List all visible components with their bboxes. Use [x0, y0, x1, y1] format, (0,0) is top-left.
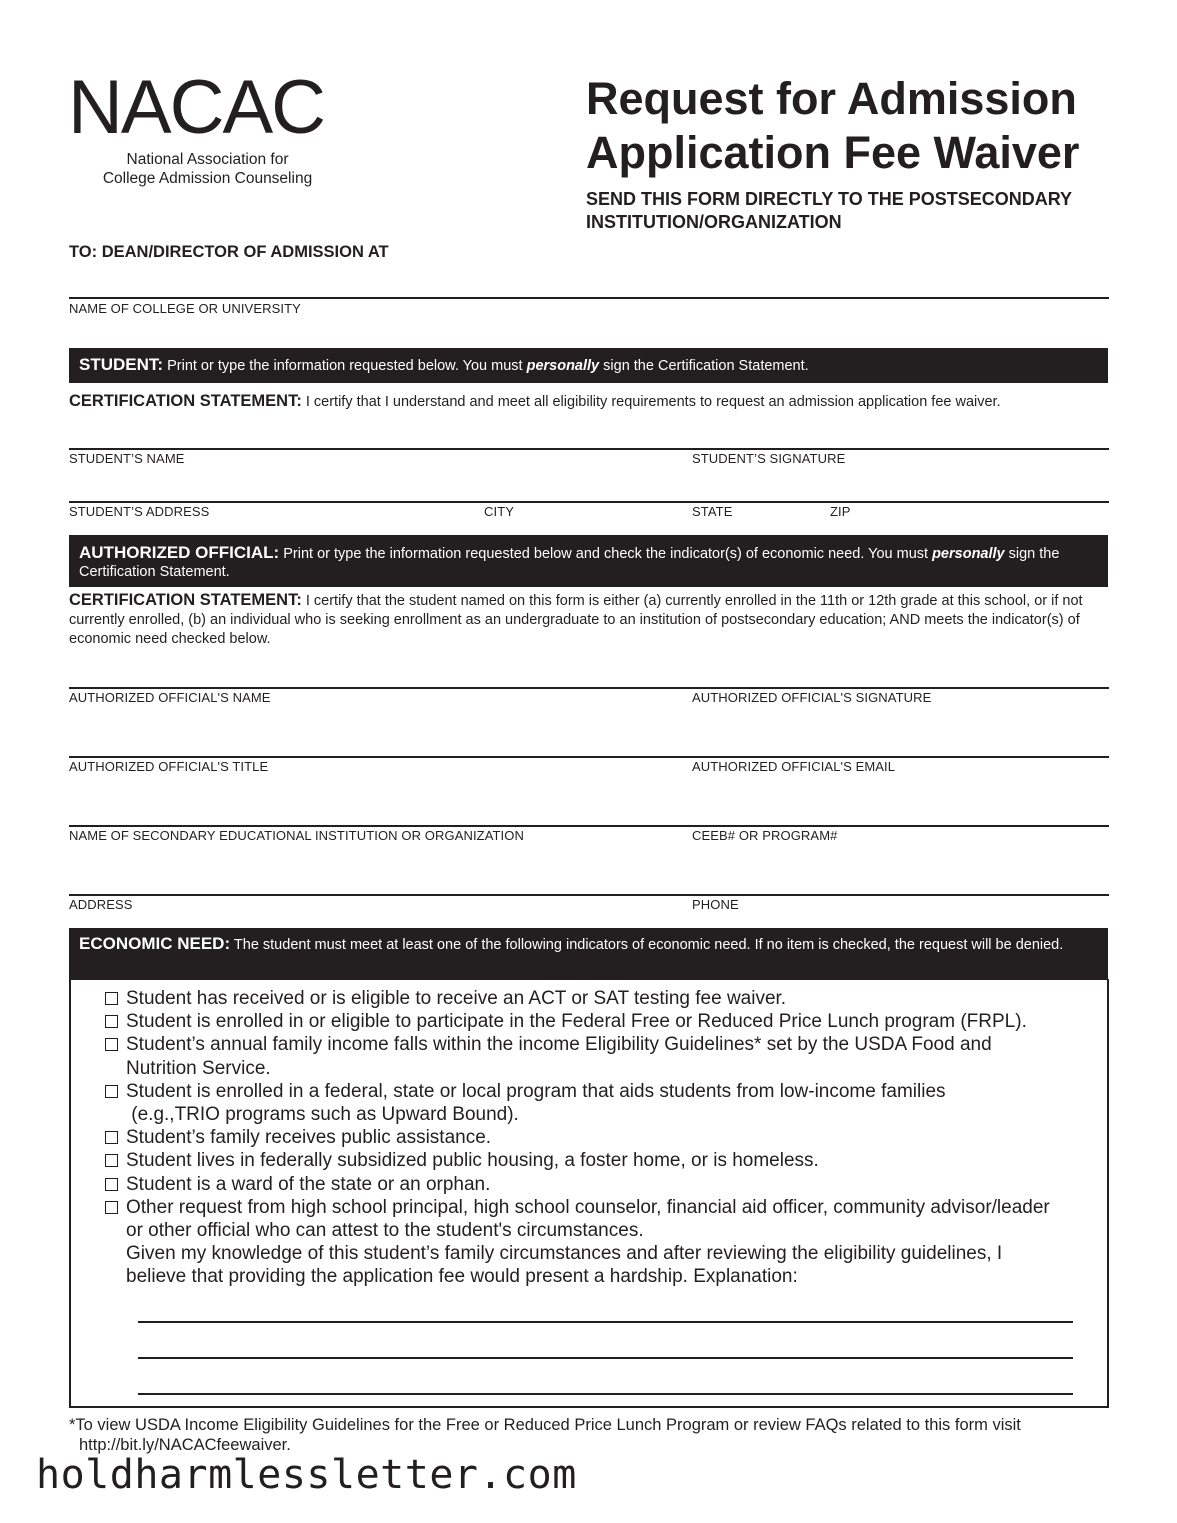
need-item-line: Nutrition Service. [126, 1057, 271, 1079]
official-name-line[interactable] [69, 687, 1109, 689]
footnote-url[interactable]: http://bit.ly/NACACfeewaiver. [79, 1436, 291, 1454]
official-signature-label: AUTHORIZED OFFICIAL'S SIGNATURE [692, 690, 932, 705]
official-address-label: ADDRESS [69, 897, 133, 912]
need-item-housing [104, 1149, 1094, 1172]
need-item-line: Other request from high school principal, high school counselor, financial aid officer, community advisor/leader [126, 1196, 1050, 1218]
form-title-line1: Request for Admission [586, 73, 1077, 124]
need-item-line: (e.g.,TRIO programs such as Upward Bound). [126, 1104, 519, 1126]
institution-label: NAME OF SECONDARY EDUCATIONAL INSTITUTION OR ORGANIZATION [69, 828, 524, 843]
economic-need-text: The student must meet at least one of the following indicators of economic need. If no item is checked, the request will be denied. [230, 937, 1064, 953]
student-cert-text: I certify that I understand and meet all eligibility requirements to request an admission application fee waiver. [301, 394, 1001, 410]
official-bar-emphasis: personally [932, 546, 1005, 562]
form-title-line2: Application Fee Waiver [586, 127, 1080, 178]
organization-name-line1: National Association for [126, 151, 289, 168]
economic-need-heading: ECONOMIC NEED: [79, 934, 231, 953]
organization-name [70, 150, 345, 188]
footnote-line1: *To view USDA Income Eligibility Guidelines for the Free or Reduced Price Lunch Program or review FAQs related to this form visit [69, 1416, 1021, 1434]
need-item-line: or other official who can attest to the student's circumstances. [126, 1220, 644, 1242]
student-state-label: STATE [692, 504, 733, 519]
need-item-text: Student is a ward of the state or an orphan. [126, 1173, 491, 1195]
student-bar-emphasis: personally [526, 358, 600, 374]
student-name-signature-line[interactable] [69, 448, 1109, 450]
explanation-line[interactable] [138, 1357, 1073, 1359]
official-address-line[interactable] [69, 894, 1109, 896]
need-item-text: Student’s family receives public assistance. [126, 1127, 492, 1149]
need-item-text: Student has received or is eligible to receive an ACT or SAT testing fee waiver. [126, 988, 787, 1009]
student-city-label: CITY [484, 504, 515, 519]
official-email-label: AUTHORIZED OFFICIAL'S EMAIL [692, 759, 896, 774]
official-bar-text-after: sign the Certification Statement. [79, 546, 1060, 580]
form-title [586, 72, 1079, 180]
need-item-low-income-program [104, 1080, 1094, 1126]
checkbox[interactable] [105, 1201, 118, 1214]
need-item-text [126, 1033, 1094, 1079]
form-instruction-line2: INSTITUTION/ORGANIZATION [586, 212, 842, 232]
addressee-line: TO: DEAN/DIRECTOR OF ADMISSION AT [69, 243, 389, 261]
student-certification-statement [69, 392, 1109, 412]
need-item-ward-orphan [104, 1173, 1094, 1196]
checkbox[interactable] [105, 1085, 118, 1098]
official-name-label: AUTHORIZED OFFICIAL'S NAME [69, 690, 271, 705]
need-item-frpl [104, 1010, 1094, 1033]
checkbox[interactable] [105, 1015, 118, 1028]
official-bar-heading: AUTHORIZED OFFICIAL: [79, 543, 280, 562]
watermark: holdharmlessletter.com [36, 1452, 577, 1498]
form-instruction-line1: SEND THIS FORM DIRECTLY TO THE POSTSECONDARY [586, 189, 1073, 209]
need-item-line: Student’s annual family income falls within the income Eligibility Guidelines* set by the USDA Food and [126, 1034, 992, 1056]
official-phone-label: PHONE [692, 897, 739, 912]
need-item-text: Student lives in federally subsidized public housing, a foster home, or is homeless. [126, 1150, 819, 1172]
checkbox[interactable] [105, 1178, 118, 1191]
student-section-header [69, 348, 1108, 383]
need-item-text [126, 1080, 1094, 1126]
student-bar-text-after: sign the Certification Statement. [599, 358, 809, 374]
nacac-logo: NACAC [68, 65, 325, 150]
student-bar-heading: STUDENT: [79, 355, 164, 374]
need-item-usda-income [104, 1033, 1094, 1079]
checkbox[interactable] [105, 1038, 118, 1051]
footnote [69, 1415, 1109, 1455]
need-item-public-assistance [104, 1126, 1094, 1149]
official-title-label: AUTHORIZED OFFICIAL'S TITLE [69, 759, 269, 774]
need-item-line: believe that providing the application fee would present a hardship. Explanation: [126, 1266, 798, 1288]
student-signature-label: STUDENT’S SIGNATURE [692, 451, 846, 466]
explanation-line[interactable] [138, 1393, 1073, 1395]
college-name-field[interactable] [69, 297, 1109, 299]
need-item-line: Given my knowledge of this student’s family circumstances and after reviewing the eligibility guidelines, I [126, 1243, 1003, 1265]
economic-need-header [69, 928, 1108, 980]
official-title-line[interactable] [69, 756, 1109, 758]
student-bar-text: Print or type the information requested below. You must [163, 358, 527, 374]
official-cert-text: I certify that the student named on this form is either (a) currently enrolled in the 11th or 12th grade at this school, or if not currently enrolled, (b) an individual who is seeking enrollment as an undergraduate to an institution of postsecondary education; AND meets the indicator(s) of economic need checked below. [69, 593, 1083, 647]
student-zip-label: ZIP [830, 504, 851, 519]
official-section-header [69, 535, 1108, 587]
official-cert-heading: CERTIFICATION STATEMENT: [69, 591, 302, 609]
need-item-text: Student is enrolled in or eligible to participate in the Federal Free or Reduced Price Lunch program (FRPL). [126, 1011, 1027, 1033]
checkbox[interactable] [105, 1131, 118, 1144]
institution-line[interactable] [69, 825, 1109, 827]
explanation-line[interactable] [138, 1321, 1073, 1323]
student-cert-heading: CERTIFICATION STATEMENT: [69, 392, 302, 410]
need-item-test-waiver [104, 987, 1094, 1010]
student-address-label: STUDENT’S ADDRESS [69, 504, 210, 519]
official-bar-text: Print or type the information requested below and check the indicator(s) of economic need. You must [279, 546, 933, 562]
checkbox[interactable] [105, 992, 118, 1005]
form-instruction [586, 188, 1072, 234]
ceeb-label: CEEB# OR PROGRAM# [692, 828, 838, 843]
checkbox[interactable] [105, 1154, 118, 1167]
student-name-label: STUDENT’S NAME [69, 451, 185, 466]
need-item-other-request [104, 1196, 1094, 1289]
need-item-line: Student is enrolled in a federal, state or local program that aids students from low-income families [126, 1080, 946, 1102]
need-item-text [126, 1196, 1094, 1289]
official-certification-statement [69, 591, 1109, 649]
organization-name-line2: College Admission Counseling [102, 170, 313, 187]
economic-need-list [104, 987, 1094, 1289]
student-address-line[interactable] [69, 501, 1109, 503]
college-name-label: NAME OF COLLEGE OR UNIVERSITY [69, 301, 301, 316]
